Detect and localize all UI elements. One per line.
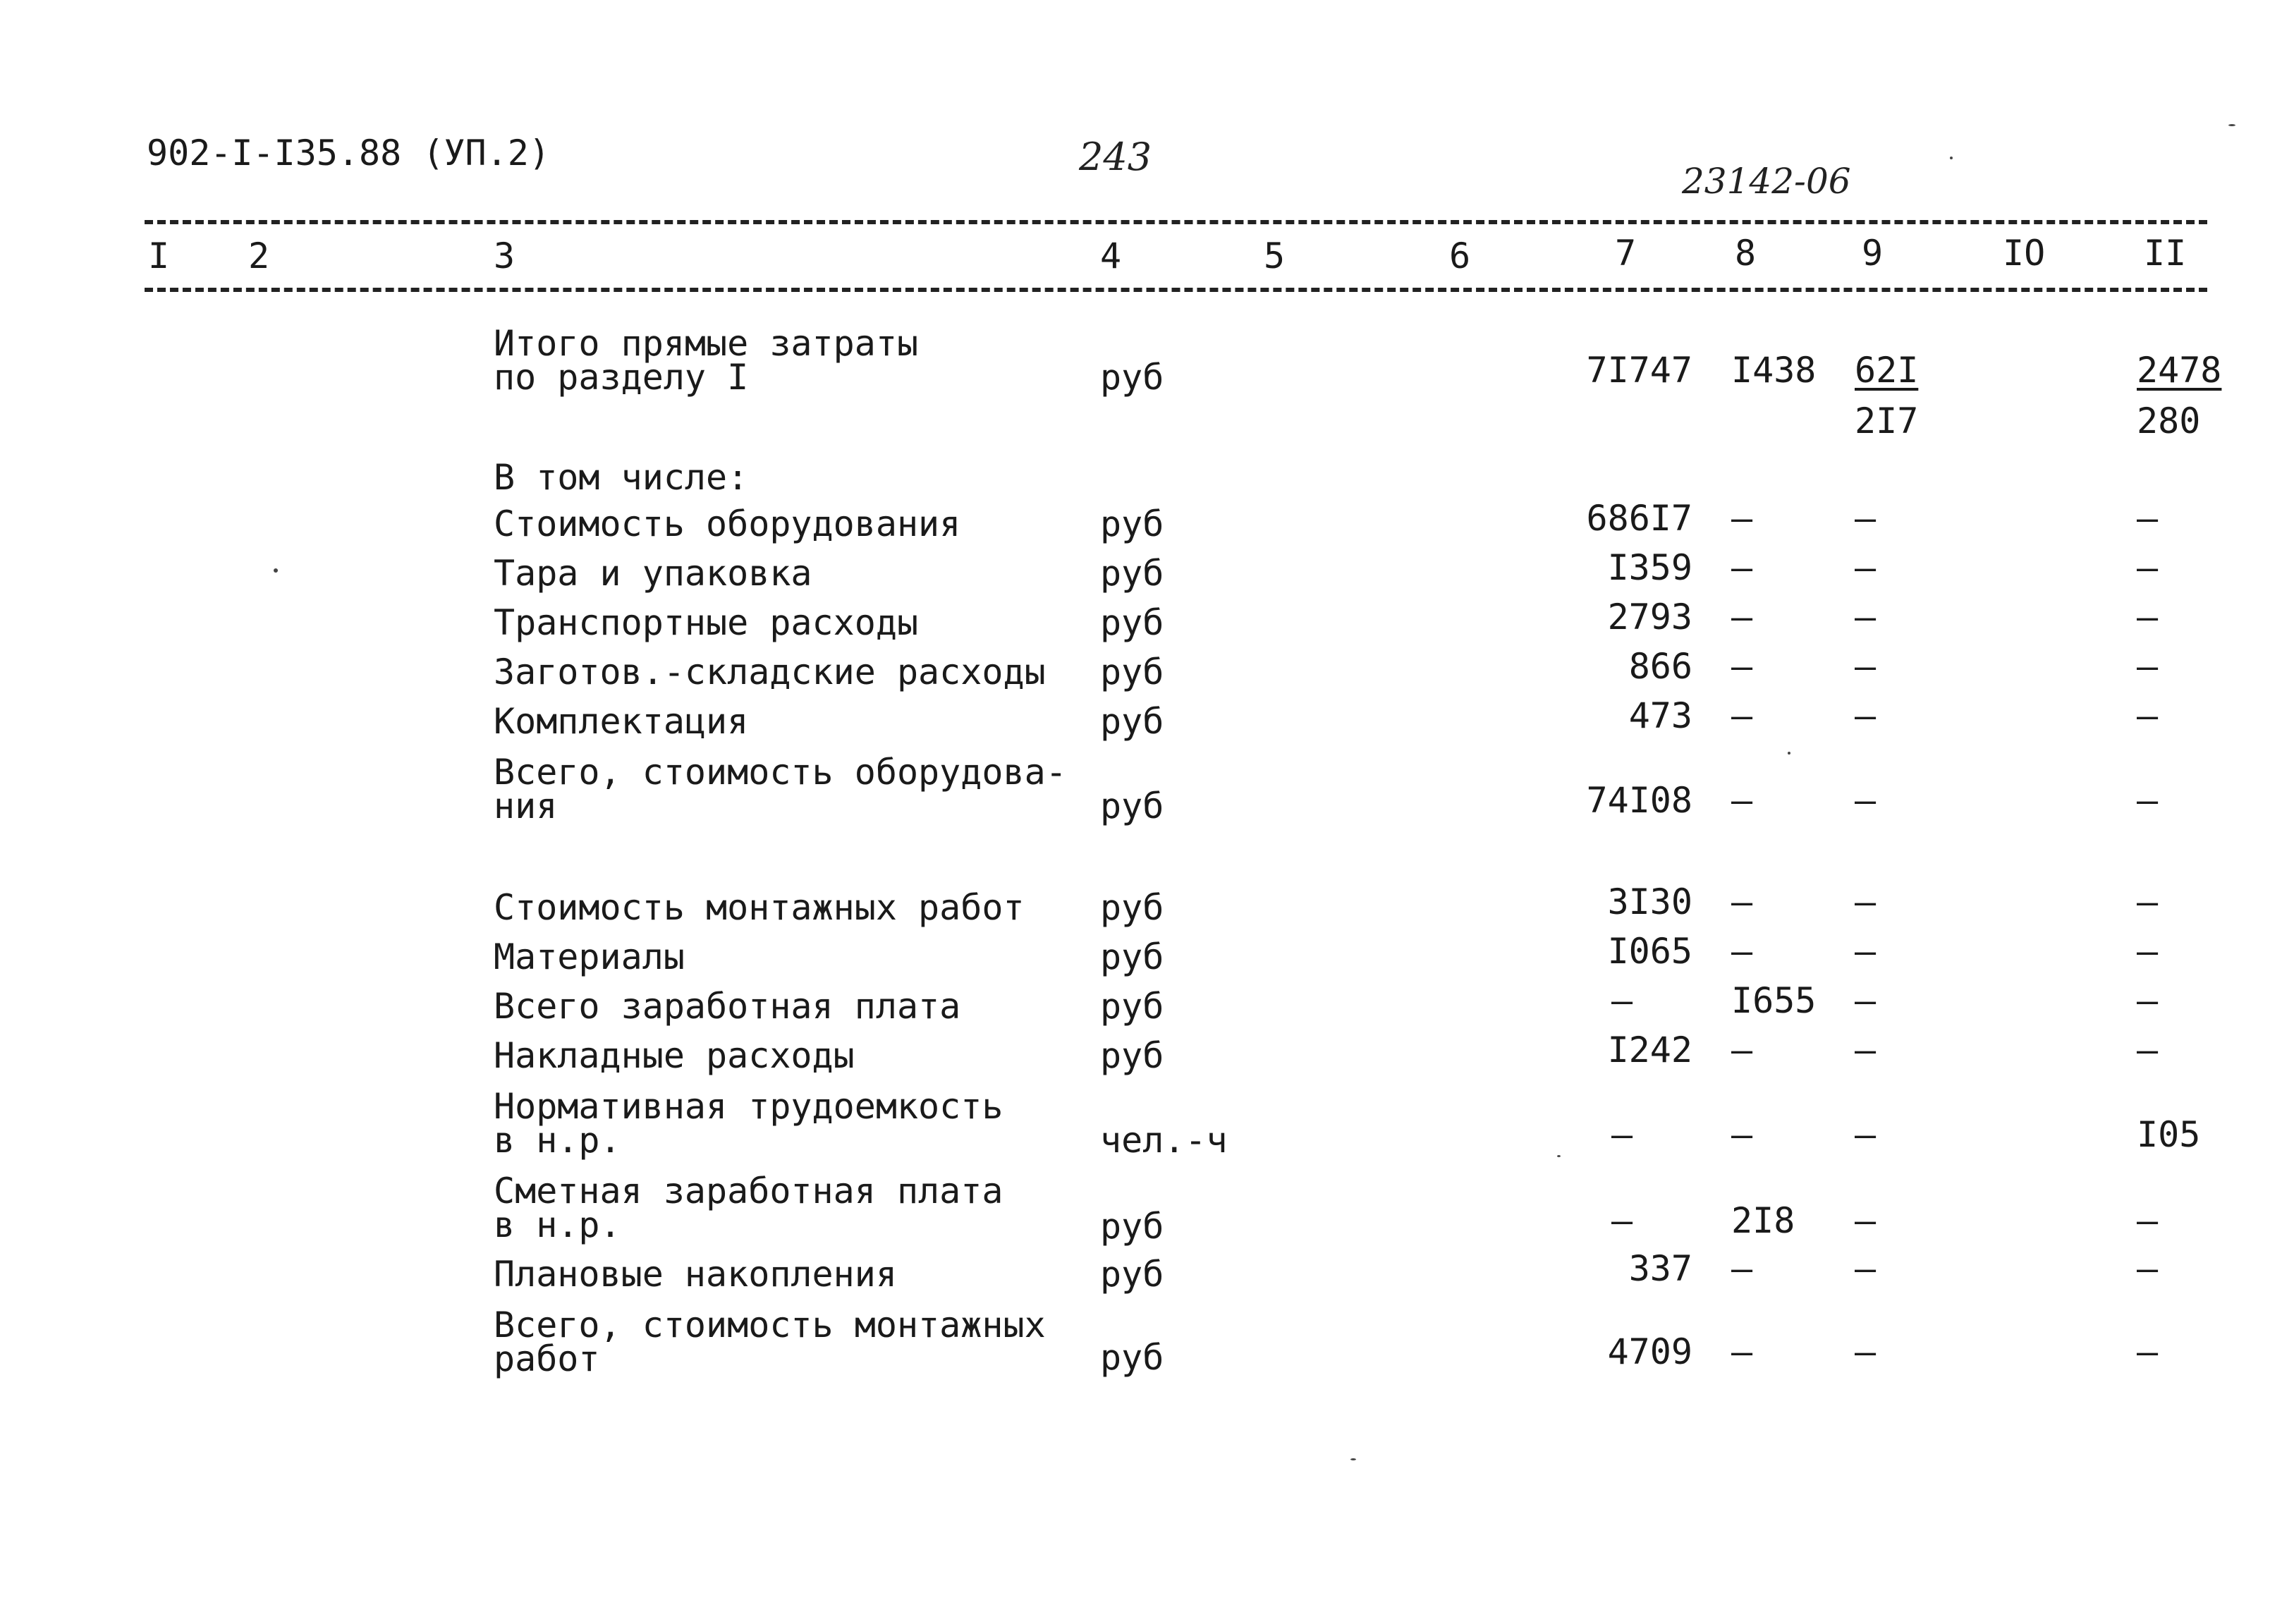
row-col9: – bbox=[1855, 498, 1877, 539]
row-col9: – bbox=[1855, 1200, 1877, 1241]
row-unit: руб bbox=[1100, 602, 1164, 643]
col-head-10: IO bbox=[2003, 233, 2046, 274]
row-name: Плановые накопления bbox=[494, 1254, 897, 1295]
row-col11: – bbox=[2137, 597, 2159, 637]
row-col11: – bbox=[2137, 881, 2159, 922]
summary-col9-top: 62I bbox=[1855, 350, 1919, 391]
row-col8: – bbox=[1731, 1248, 1753, 1289]
row-col8: I655 bbox=[1731, 980, 1817, 1021]
row-col11: – bbox=[2137, 1200, 2159, 1241]
row-col9: – bbox=[1855, 931, 1877, 972]
row-col11: – bbox=[2137, 931, 2159, 972]
row-name: Транспортные расходы bbox=[494, 602, 919, 643]
row-col9: – bbox=[1855, 695, 1877, 736]
col-head-1: I bbox=[148, 236, 170, 276]
row-col7: – bbox=[1611, 980, 1633, 1021]
col-head-5: 5 bbox=[1264, 236, 1286, 276]
scan-speck bbox=[1950, 157, 1953, 159]
row-unit: руб bbox=[1100, 1206, 1164, 1247]
header-rule-top bbox=[145, 220, 2207, 224]
row-col7: 686I7 bbox=[1586, 498, 1692, 539]
row-unit: руб bbox=[1100, 1035, 1164, 1076]
row-col9: – bbox=[1855, 547, 1877, 588]
row-col8: – bbox=[1731, 1331, 1753, 1372]
row-name: Всего, стоимость оборудова- bbox=[494, 752, 1067, 793]
row-col8: – bbox=[1731, 597, 1753, 637]
row-col9: – bbox=[1855, 1114, 1877, 1155]
scan-speck bbox=[1350, 1458, 1356, 1460]
scan-speck bbox=[1557, 1155, 1561, 1157]
summary-col8: I438 bbox=[1731, 350, 1817, 391]
row-col11: – bbox=[2137, 1331, 2159, 1372]
row-col11: – bbox=[2137, 980, 2159, 1021]
row-unit: руб bbox=[1100, 887, 1164, 928]
row-col11: I05 bbox=[2137, 1114, 2201, 1155]
row-name: Нормативная трудоемкость bbox=[494, 1086, 1003, 1127]
row-unit: чел.-ч bbox=[1100, 1120, 1228, 1161]
col-head-8: 8 bbox=[1735, 233, 1757, 274]
row-unit: руб bbox=[1100, 503, 1164, 544]
row-col8: – bbox=[1731, 1030, 1753, 1070]
including-label: В том числе: bbox=[494, 457, 749, 498]
row-col7: I242 bbox=[1607, 1030, 1692, 1070]
row-col8: – bbox=[1731, 695, 1753, 736]
row-col11: – bbox=[2137, 498, 2159, 539]
row-name: Всего, стоимость монтажных bbox=[494, 1305, 1046, 1345]
row-col8: – bbox=[1731, 1114, 1753, 1155]
row-col9: – bbox=[1855, 881, 1877, 922]
summary-col11-top: 2478 bbox=[2137, 350, 2222, 391]
scan-speck bbox=[1788, 752, 1790, 755]
row-col9: – bbox=[1855, 1030, 1877, 1070]
row-col9: – bbox=[1855, 980, 1877, 1021]
scan-speck bbox=[2228, 124, 2235, 126]
row-name-continued: работ bbox=[494, 1338, 600, 1379]
row-unit: руб bbox=[1100, 986, 1164, 1027]
row-col7: 473 bbox=[1628, 695, 1692, 736]
col-head-11: II bbox=[2144, 233, 2187, 274]
row-col9: – bbox=[1855, 780, 1877, 821]
row-col11: – bbox=[2137, 547, 2159, 588]
row-col11: – bbox=[2137, 1030, 2159, 1070]
row-unit: руб bbox=[1100, 701, 1164, 742]
row-col8: – bbox=[1731, 881, 1753, 922]
row-col7: – bbox=[1611, 1114, 1633, 1155]
row-col8: 2I8 bbox=[1731, 1200, 1795, 1241]
row-col8: – bbox=[1731, 547, 1753, 588]
row-name: Стоимость монтажных работ bbox=[494, 887, 1025, 928]
row-col8: – bbox=[1731, 498, 1753, 539]
scan-speck bbox=[274, 568, 278, 573]
col-head-3: 3 bbox=[494, 236, 515, 276]
summary-col11-bottom: 280 bbox=[2137, 401, 2201, 441]
row-col11: – bbox=[2137, 646, 2159, 687]
row-col11: – bbox=[2137, 1248, 2159, 1289]
row-col7: 74I08 bbox=[1586, 780, 1692, 821]
row-unit: руб bbox=[1100, 652, 1164, 692]
col-head-9: 9 bbox=[1862, 233, 1884, 274]
row-unit: руб bbox=[1100, 936, 1164, 977]
row-unit: руб bbox=[1100, 786, 1164, 826]
row-col8: – bbox=[1731, 931, 1753, 972]
row-col7: I065 bbox=[1607, 931, 1692, 972]
row-col8: – bbox=[1731, 646, 1753, 687]
summary-col7: 7I747 bbox=[1586, 350, 1692, 391]
row-name: Стоимость оборудования bbox=[494, 503, 961, 544]
row-col8: – bbox=[1731, 780, 1753, 821]
row-col7: 2793 bbox=[1607, 597, 1692, 637]
row-col7: 4709 bbox=[1607, 1331, 1692, 1372]
page-number: 243 bbox=[1079, 135, 1152, 179]
row-col7: – bbox=[1611, 1200, 1633, 1241]
col-head-7: 7 bbox=[1615, 233, 1637, 274]
summary-unit: руб bbox=[1100, 357, 1164, 398]
row-col9: – bbox=[1855, 1248, 1877, 1289]
row-col11: – bbox=[2137, 780, 2159, 821]
summary-label-line1: Итого прямые затраты bbox=[494, 323, 919, 364]
col-head-4: 4 bbox=[1100, 236, 1122, 276]
row-col9: – bbox=[1855, 597, 1877, 637]
row-col7: 3I30 bbox=[1607, 881, 1692, 922]
row-name: Всего заработная плата bbox=[494, 986, 961, 1027]
row-name: Накладные расходы bbox=[494, 1035, 855, 1076]
row-name: Материалы bbox=[494, 936, 685, 977]
row-col9: – bbox=[1855, 646, 1877, 687]
row-unit: руб bbox=[1100, 1254, 1164, 1295]
document-code: 902-I-I35.88 (УП.2) bbox=[147, 133, 550, 173]
summary-col9-bottom: 2I7 bbox=[1855, 401, 1919, 441]
col-head-2: 2 bbox=[248, 236, 270, 276]
row-name: Тара и упаковка bbox=[494, 553, 812, 594]
row-col9: – bbox=[1855, 1331, 1877, 1372]
row-name: Комплектация bbox=[494, 701, 749, 742]
row-col7: 866 bbox=[1628, 646, 1692, 687]
row-col7: I359 bbox=[1607, 547, 1692, 588]
stamp-number: 23142-06 bbox=[1682, 161, 1851, 202]
header-rule-bottom bbox=[145, 288, 2207, 292]
row-name-continued: в н.р. bbox=[494, 1120, 621, 1161]
col-head-6: 6 bbox=[1449, 236, 1471, 276]
row-unit: руб bbox=[1100, 553, 1164, 594]
summary-label-line2: по разделу I bbox=[494, 357, 749, 398]
row-col7: 337 bbox=[1628, 1248, 1692, 1289]
row-col11: – bbox=[2137, 695, 2159, 736]
row-name: Сметная заработная плата bbox=[494, 1171, 1003, 1211]
row-name-continued: ния bbox=[494, 786, 558, 826]
row-unit: руб bbox=[1100, 1337, 1164, 1378]
row-name: Заготов.-складские расходы bbox=[494, 652, 1046, 692]
row-name-continued: в н.р. bbox=[494, 1204, 621, 1245]
